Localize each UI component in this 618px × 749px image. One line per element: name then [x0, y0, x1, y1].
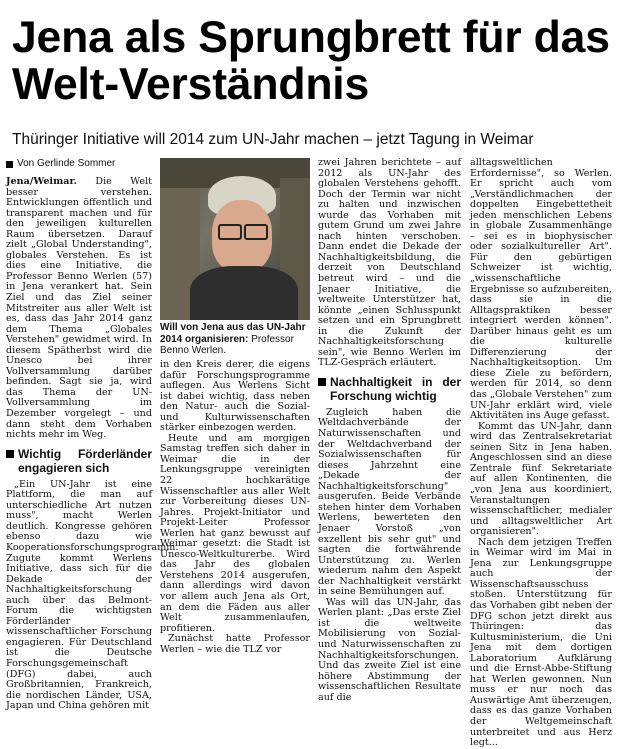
paragraph: Zugleich haben die Weltdachverbände der Naturwissenschaften und der Weltdachverband der Sozialwissenschaften für dieses Jahrzehnt eine „Dekade der Nachhaltigkeitsforschung" ausgerufen. Beide Verbände stehen hinter dem Vorhaben Werlens, bewerteten den Jenaer Vorstoß „von exzellent bis sehr gut" und sagten die fortwährende Unterstützung zu. Werlen wiederum nahm den Aspekt der Nachhaltigkeit verstärkt in seine Bemühungen auf.: [318, 406, 461, 598]
dateline: Jena/Weimar.: [6, 176, 77, 187]
subheading: [318, 375, 461, 403]
author-name: Von Gerlinde Sommer: [17, 158, 116, 169]
subtitle: Thüringer Initiative will 2014 zum UN-Jahr machen – jetzt Tagung in Weimar: [12, 131, 534, 148]
paragraph-text: Die Welt besser verstehen. Entwicklungen öffentlich und transparent machen und für den jeweiligen kulturellen Raum übersetzen. Darauf zielt „Global Understanding", globales Verstehen. Es ist dies eine Initiative, die Professor Benno Werlen (57) in Jena verankert hat. Sein Ziel und das Ziel seiner Mitstreiter aus aller Welt ist es, dass das Jahr 2014 ganz dem Thema „Globales Verstehen" gewidmet wird. In diesem Spätherbst wird die Unesco bei ihrer Vollversammlung darüber befinden. Sagt sie ja, wird das Thema der UN-Vollversammlung im Dezember vorgelegt – und dann steht dem Vorhaben nichts mehr im Weg.: [6, 176, 152, 441]
square-bullet-icon: [6, 161, 13, 168]
square-bullet-icon: [318, 378, 326, 386]
paragraph: Nach dem jetzigen Treffen in Weimar wird im Mai in Jena zur Lenkungsgruppe auch der Wissenschaftsausschuss stoßen. Unterstützung für das Vorhaben gibt neben der DFG schon jetzt direkt aus Thüringen: das Kultusministerium, die Uni Jena mit dem dortigen Laboratorium Aufklärung und die Ernst-Abbe-Stiftung hat Werlen gewonnen. Nun muss er nur noch das Auswärtige Amt überzeugen, dass es das ganze Vorhaben der Weltgemeinschaft unterbreitet und aus Herz legt...: [470, 536, 612, 749]
photo-caption: [160, 322, 310, 357]
column-4: [470, 158, 612, 749]
paragraph: alltagsweltlichen Erfordernisse", so Werlen. Er spricht auch vom „Verständlichmachen der doppelten Eingebettetheit jeden menschlichen Lebens in globale Zusammenhänge – sei es in biophysischer oder sozialkultureller Art". Für den gebürtigen Schweizer ist wichtig, „wissenschaftliche Ergebnisse so aufzubereiten, dass sie in die Alltagspraktiken besser integriert werden können". Darüber hinaus geht es um die kulturelle Differenzierung der Nachhaltigkeitsoption. Um diese Ziele zu befördern, werden für 2014, so denn das „Globale Verstehen" zum UN-Jahr erklärt wird, viele Aktivitäten ins Auge gefasst.: [470, 157, 612, 422]
column-1: [6, 158, 179, 712]
paragraph: in den Kreis derer, die eigens dafür Forschungsprogramme auflegen. Aus Werlens Sicht ist dabei wichtig, dass neben den Natur- auch die Sozial- und Kulturwissenschaften stärker einbezogen werden.: [160, 359, 310, 434]
subheading-text: Wichtig Förderländer engagieren sich: [18, 446, 152, 475]
headline: Jena als Sprungbrett für das Welt-Verständnis: [12, 13, 610, 109]
paragraph: Heute und am morgigen Samstag treffen sich daher in Weimar die in der Lenkungsgruppe vereinigten 22 hochkarätige Wissenschaftler aus aller Welt zur Vorbereitung dieses UN-Jahres. Projekt-Initiator und Projekt-Leiter Professor Werlen hat ganz bewusst auf Weimar gesetzt: die Stadt ist Unesco-Weltkulturerbe. Wird das Jahr des globalen Verstehens 2014 ausgerufen, dann allerdings wird davon vor allem auch Jena als Ort, an dem die Fäden aus aller Welt zusammenlaufen, profitieren.: [160, 432, 310, 634]
portrait-photo: [160, 158, 310, 320]
caption-bold: Will von Jena aus das UN-Jahr 2014 organisieren:: [160, 322, 306, 345]
paragraph: [6, 177, 152, 441]
subheading: [6, 447, 152, 475]
caption-text: Professor Benno Werlen.: [160, 333, 294, 356]
paragraph: Kommt das UN-Jahr, dann wird das Zentralsekretariat seinen Sitz in Jena haben. Angeschlossen sind an diese Zentrale fünf Sekretariate auf allen Kontinenten, die „von Jena aus koordiniert, Veranstaltungen wissenschaftlicher, medialer und alltagsweltlicher Art organisieren".: [470, 420, 612, 538]
column-3: [318, 158, 461, 703]
paragraph: Zunächst hatte Professor Werlen – wie die TLZ vor: [160, 633, 310, 655]
paragraph: Was will das UN-Jahr, das Werlen plant: „Das erste Ziel ist die weltweite Mobilisierung von Sozial- und Naturwissenschaften zu Nachhaltigkeitsforschungen. Und das zweite Ziel ist eine höhere Abstimmung der wissenschaftlichen Resultate auf die: [318, 596, 461, 703]
paragraph: „Ein UN-Jahr ist eine Plattform, die man auf unterschiedliche Art nutzen muss", macht Werlen deutlich. Kongresse gehören ebenso dazu wie Kooperationsforschungsprogramm. Zugute kommt Werlens Initiative, dass sich für die Dekade der Nachhaltigkeitsforschung auch über das Belmont-Forum die wichtigsten Förderländer wissenschaftlicher Forschung engagieren. Für Deutschland ist die Deutsche Forschungsgemeinschaft (DFG) dabei, auch Großbritannien, Frankreich, die nordischen Länder, USA, Japan und China gehören mit: [6, 478, 179, 712]
byline: [6, 158, 152, 170]
column-2: [160, 360, 310, 655]
paragraph: zwei Jahren berichtete – auf 2012 als UN-Jahr des globalen Verstehens gehofft. Doch der Termin war nicht zu halten und inzwischen wurde das Vorhaben mit gutem Grund um zwei Jahre nach hinten verschoben. Dann endet die Dekade der Nachhaltigkeitsbildung, die derzeit von Deutschland betreut wird – und die Jenaer Initiative, die weltweite Unterstützer hat, könnte „einen Schlusspunkt setzen und ein Sprungbrett in die Zukunft der Nachhaltigkeitsforschung sein", wie Benno Werlen im TLZ-Gespräch erläutert.: [318, 157, 461, 369]
subheading-text: Nachhaltigkeit in der Forschung wichtig: [330, 374, 461, 403]
square-bullet-icon: [6, 450, 14, 458]
